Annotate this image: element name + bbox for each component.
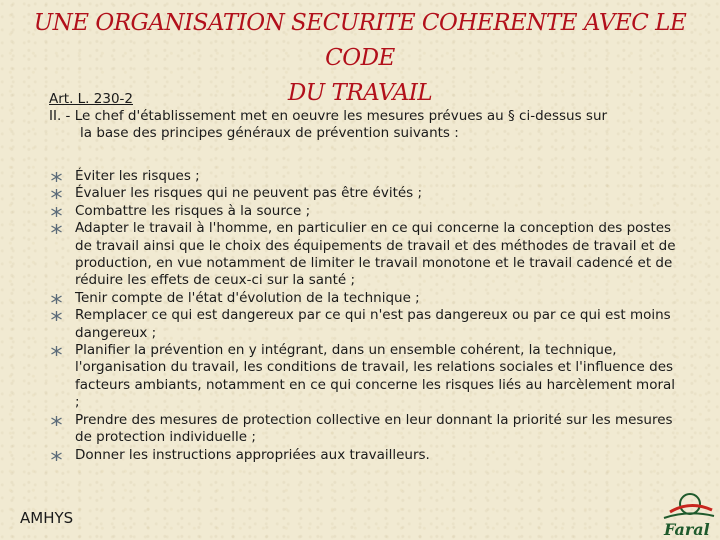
principle-item: [50, 412, 680, 447]
sparkle-bullet-icon: [50, 450, 63, 462]
article-intro-line-1: II. - Le chef d'établissement met en oeuvre les mesures prévues au § ci-dessus sur: [49, 108, 608, 124]
sparkle-bullet-icon: [50, 415, 63, 427]
principle-text: Planifier la prévention en y intégrant, dans un ensemble cohérent, la technique, l'organisation du travail, les conditions de travail, les relations sociales et l'influence des facteurs ambiants, notamment en ce qui concerne les risques liés au harcèlement moral ;: [75, 342, 676, 411]
sparkle-bullet-icon: [50, 206, 63, 218]
page-title-line-2: DU TRAVAIL: [287, 80, 433, 106]
principle-item: [50, 168, 680, 185]
sparkle-bullet-icon: [50, 345, 63, 357]
principle-item: [50, 342, 680, 412]
sparkle-bullet-icon: [50, 223, 63, 235]
sparkle-bullet-icon: [50, 293, 63, 305]
principle-item: [50, 447, 680, 464]
principle-item: [50, 220, 680, 290]
principle-text: Évaluer les risques qui ne peuvent pas être évités ;: [75, 185, 423, 202]
principle-item: [50, 185, 680, 202]
logo-text: Faral: [664, 520, 710, 539]
footer-author: AMHYS: [20, 509, 74, 527]
principle-text: Adapter le travail à l'homme, en particulier en ce qui concerne la conception des postes de travail ainsi que le choix des équipements de travail et des méthodes de travail et de production, en vue notamment de limiter le travail monotone et le travail cadencé et de réduire les effets de ceux-ci sur la santé ;: [75, 220, 676, 289]
article-reference: Art. L. 230-2: [49, 91, 133, 107]
sparkle-bullet-icon: [50, 188, 63, 200]
principle-text: Tenir compte de l'état d'évolution de la technique ;: [75, 289, 420, 306]
principle-text: Remplacer ce qui est dangereux par ce qui n'est pas dangereux ou par ce qui est moins dangereux ;: [75, 307, 671, 341]
article-block: [49, 91, 689, 142]
article-intro-line-2: la base des principes généraux de prévention suivants :: [80, 125, 459, 141]
principle-text: Éviter les risques ;: [75, 168, 200, 184]
principle-item: [50, 203, 680, 220]
page-title-line-1: UNE ORGANISATION SECURITE COHERENTE AVEC LE CODE: [33, 10, 687, 71]
principle-item: [50, 290, 680, 307]
principle-item: [50, 307, 680, 342]
sparkle-bullet-icon: [50, 310, 63, 322]
principle-text: Prendre des mesures de protection collective en leur donnant la priorité sur les mesures de protection individuelle ;: [75, 411, 673, 446]
sparkle-bullet-icon: [50, 171, 63, 183]
principle-text: Donner les instructions appropriées aux travailleurs.: [75, 446, 430, 463]
principle-text: Combattre les risques à la source ;: [75, 202, 311, 219]
principles-list: [50, 168, 680, 464]
